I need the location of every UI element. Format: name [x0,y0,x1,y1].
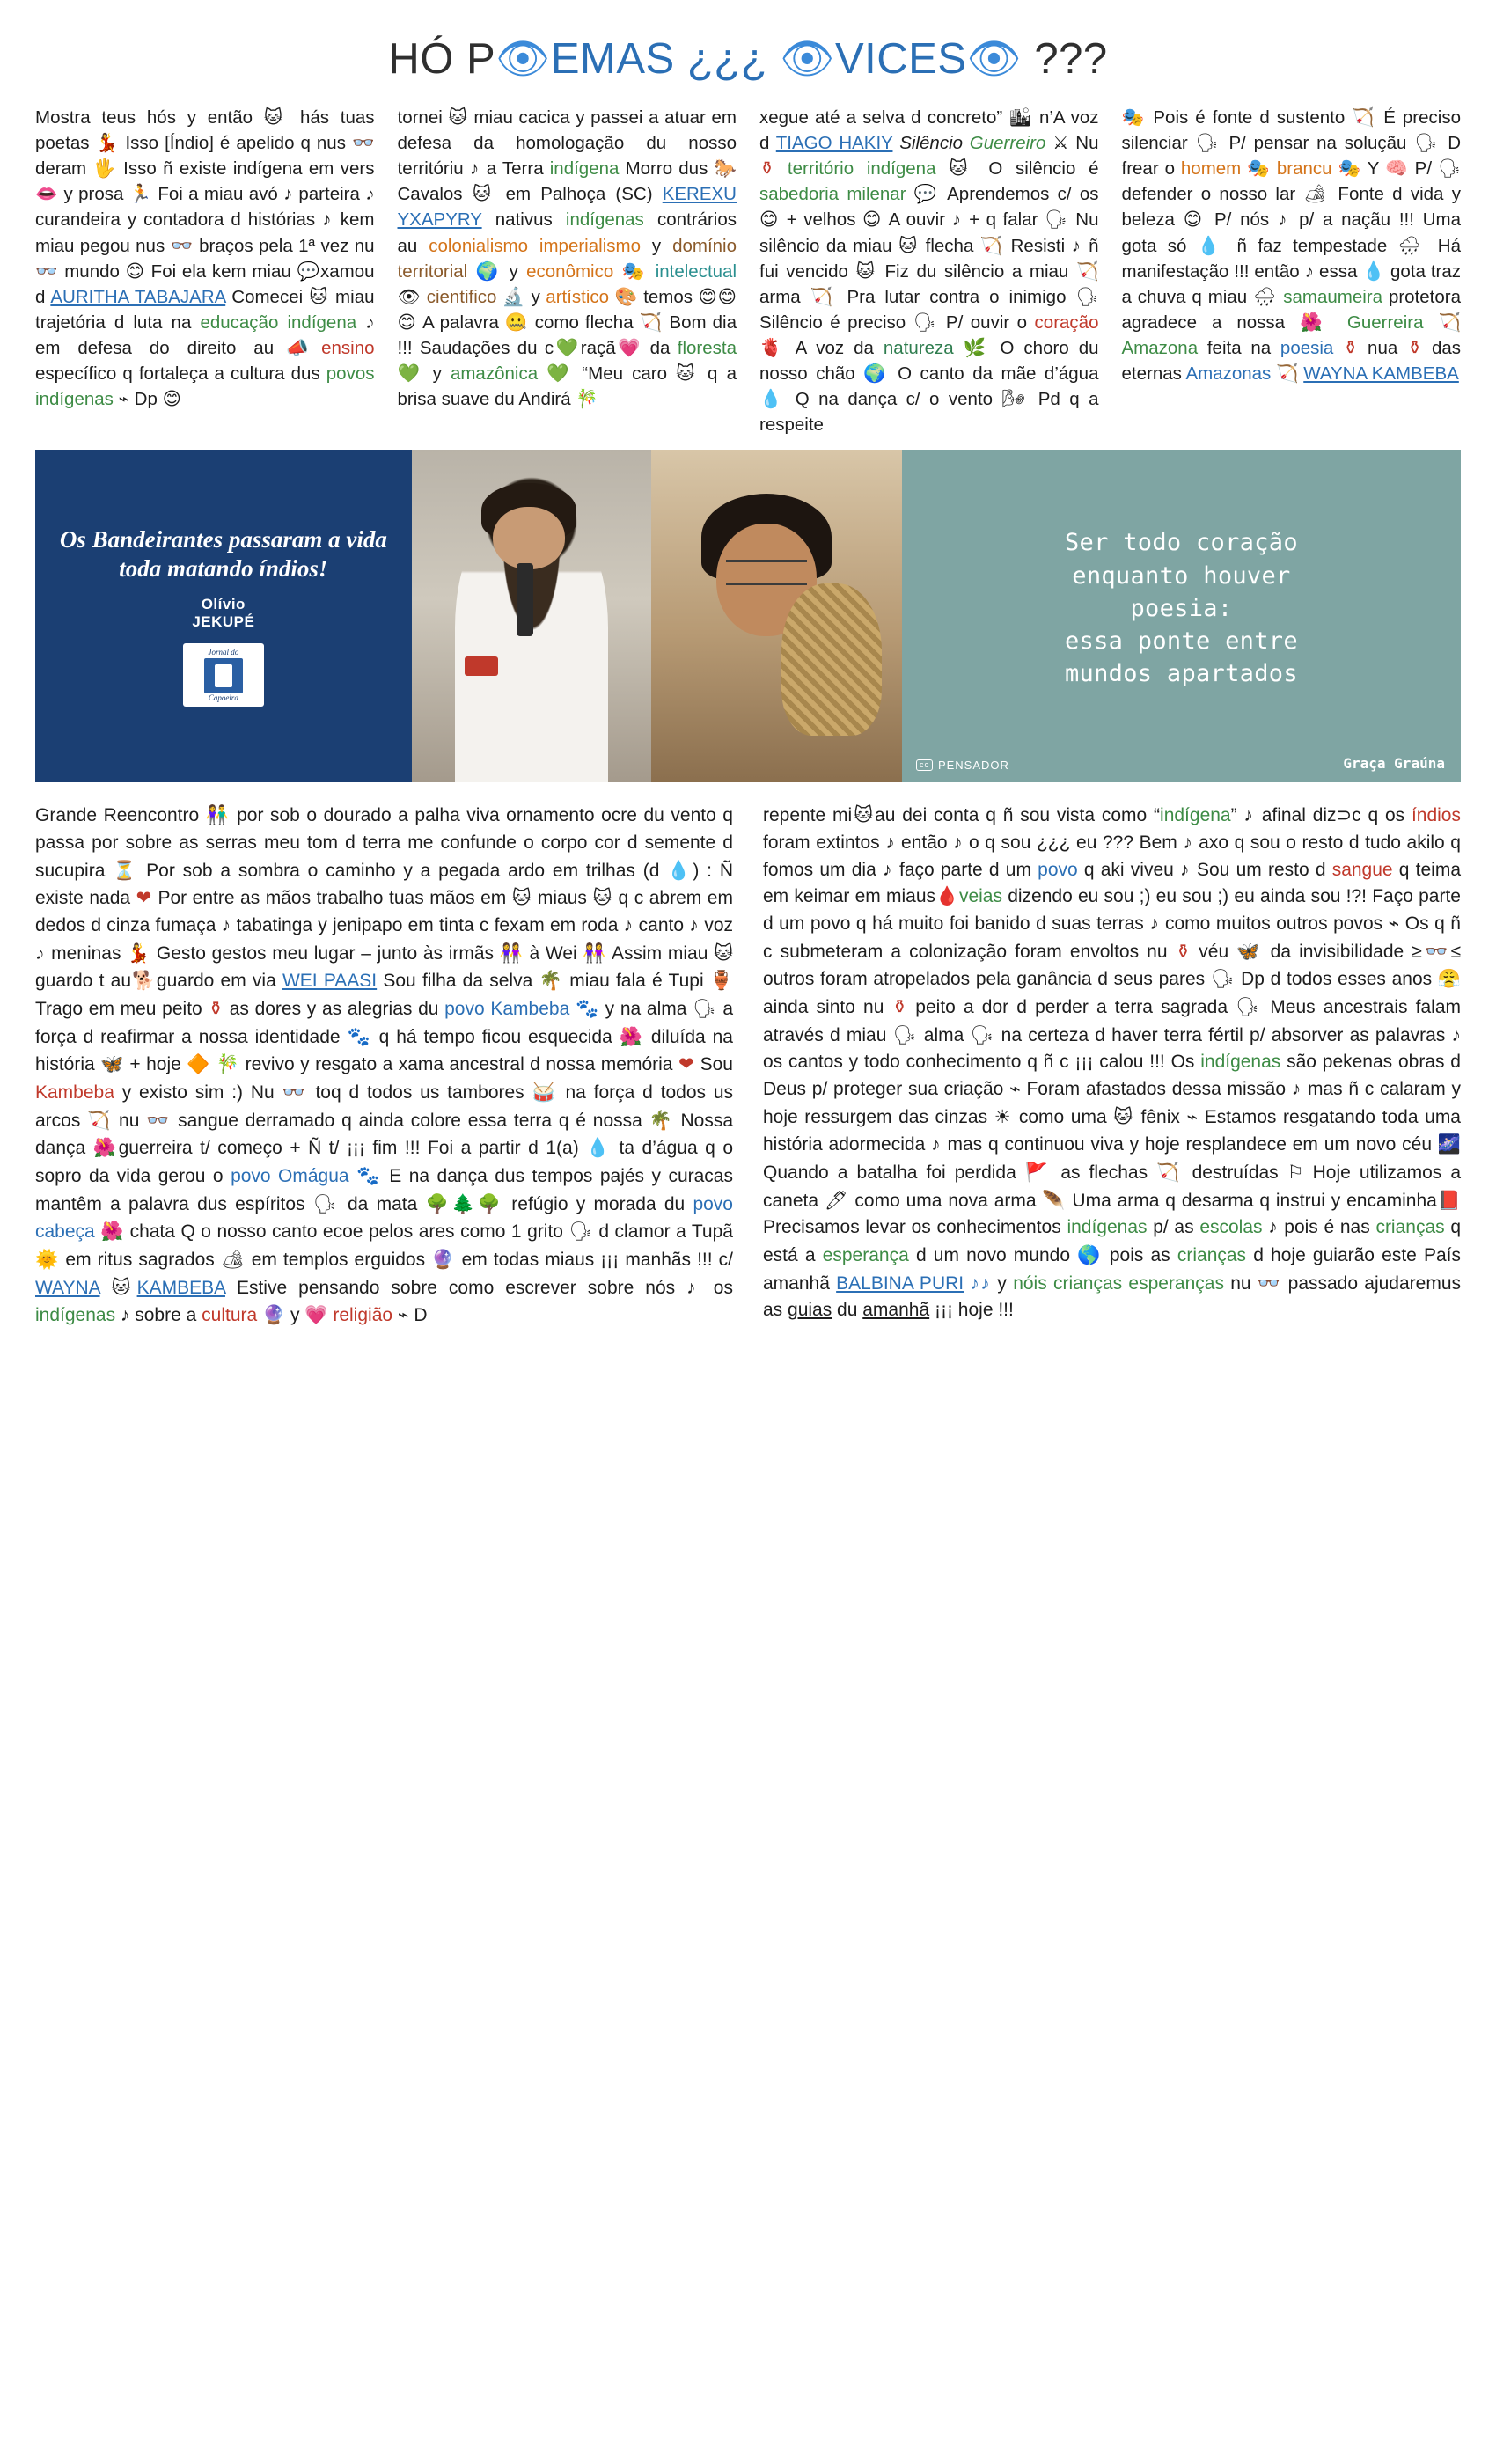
text-column-2 [398,105,737,412]
page-title [35,33,1461,84]
bottom-column-left [35,802,733,1329]
creative-commons-icon: cc [916,759,933,771]
brand-label: PENSADOR [937,759,1009,773]
bottom-column-right [763,802,1461,1324]
eyeglasses-icon [726,560,806,585]
title-part-2: EMAS ¿¿¿ [550,35,781,83]
quote-line-1: Ser todo coração [1065,529,1298,557]
column-2-paragraph: tornei 🐱 miau cacica y passei a atuar em defesa da homologação du nosso territóriu ♪ a Terra indígena Morro dus 🐎 Cavalos 🐱 em Palhoça (SC) KEREXU YXAPYRY nativus indígenas contrários au colonialismo imperialismo y domínio territorial 🌍 y econômico 🎭 intelectual 👁 cientifico 🔬 y artístico 🎨 temos 😊😊😊 A palavra 🤐 como flecha 🏹 Bom dia !!! Saudações du c💚raçã💗 da floresta💚 y amazônica 💚 “Meu caro 🐱 q a brisa suave du Andirá 🎋 [397,106,737,410]
book-cover-title: Os Bandeirantes passaram a vida toda matando índios! [59,526,387,583]
column-1-paragraph: Mostra teus hós y então 🐱 hás tuas poetas 💃 Isso [Índio] é apelido q nus 👓 deram 🖐 Isso ñ existe indígena em vers👄 y prosa 🏃 Foi a miau avó ♪ parteira ♪ curandeira y contadora d histórias ♪ kem miau pegou nus 👓 braços pela 1ª vez nu 👓 mundo 😊 Foi ela kem miau 💬xamou d AURITHA TABAJARA Comecei 🐱 miau trajetória d luta na educação indígena ♪ em defesa do direito au📣ensino específico q fortaleça a cultura dus povos indígenas ⌁ Dp 😊 [35,106,375,410]
book-author-last: JEKUPÉ [192,613,255,631]
logo-caption-2: Capoeira [208,693,238,703]
microphone-icon [517,563,533,636]
eye-icon-2: 👁 [780,35,835,83]
text-column-1 [35,105,375,412]
book-cover-author [192,596,254,631]
quote-card [902,450,1461,782]
photo-face [493,507,565,570]
publisher-logo [183,643,264,707]
bottom-left-paragraph: Grande Reencontro 👫 por sob o dourado a palha viva ornamento ocre du vento q passa por sobre as serras meu tom d terra me confunde o corpo cor d semente d sucupira ⏳ Por sob a sombra o caminho y a pegada ardo em trilhas (d 💧) : Ñ existe nada ❤ Por entre as mãos trabalho tuas mãos em 🐱 miaus 🐱 q c abrem em dedos d cinza fumaça ♪ tabatinga y jenipapo em tinta c fexam em roda ♪ canto ♪ voz ♪ meninas 💃 Gesto gestos meu lugar – junto às irmãs 👭 à Wei 👭 Assim miau 🐱 guardo t au🐕guardo em via WEI PAASI Sou filha da selva 🌴 miau fala é Tupi 🏺 Trago em meu peito ⚱ as dores y as alegrias du povo Kambeba 🐾 y na alma 🗣 a força d reafirmar a nossa identidade 🐾 q há tempo ficou esquecida 🌺 diluída na história 🦋 + hoje 🔶 🎋 revivo y resgato a xama ancestral d nossa memória ❤ Sou Kambeba y existo sim :) Nu 👓 toq d todos us tambores 🥁 na força d todos us arcos 🏹 nu 👓 sangue derramado q ainda colore essa terra q é nossa 🌴 Nossa dança 🌺guerreira t/ começo + Ñ t/ ¡¡¡ fim !!! Foi a partir d 1(a) 💧 ta d’água q o sopro da vida gerou o povo Omágua 🐾 E na dança dus tempos pajés y curacas mantêm a palavra dus espíritos 🗣 da mata 🌳🌲🌳 refúgio y morada du povo cabeça 🌺 chata Q o nosso canto ecoe pelos ares como 1 grito 🗣 d clamor a Tupã 🌞 em ritus sagrados 🏕 em templos erguidos 🔮 em todas miaus ¡¡¡ manhãs !!! c/ WAYNA 🐱KAMBEBA Estive pensando sobre como escrever sobre nós ♪ os indígenas ♪ sobre a cultura 🔮 y 💗 religião ⌁ D [35,804,734,1326]
eye-icon-1: 👁 [495,35,551,83]
book-cover-image [35,450,412,782]
photo-armband [465,656,498,677]
quote-line-4: essa ponte entre [1065,627,1298,656]
bottom-text-columns [35,802,1461,1329]
book-author-first: Olívio [201,596,246,613]
logo-mark-icon [204,658,243,693]
pensador-watermark [916,759,1009,772]
basket-object [781,583,882,737]
quote-author: Graça Graúna [1343,755,1445,773]
eye-icon-3: 👁 [966,35,1023,83]
quote-text [1065,526,1298,690]
photo-man-with-microphone [412,450,651,782]
quote-line-3: poesia: [1130,594,1233,622]
title-part-4: ??? [1022,35,1108,83]
column-4-paragraph: 🎭 Pois é fonte d sustento 🏹 É preciso silenciar 🗣 P/ pensar na soluçãu 🗣 D frear o homem 🎭 brancu 🎭 Y 🧠 P/ 🗣 defender o nosso lar 🏕 Fonte d vida y beleza 😊 P/ nós ♪ p/ a naçãu !!! Uma gota só 💧 ñ faz tempestade 🌧 Há manifestação !!! então ♪ essa 💧 gota traz a chuva q miau 🌧 samaumeira protetora agradece a nossa 🌺 Guerreira 🏹 Amazona feita na poesia ⚱ nua ⚱ das eternas Amazonas 🏹 WAYNA KAMBEBA [1121,106,1462,385]
image-strip [35,450,1461,782]
title-part-3: VICES [834,35,967,83]
text-column-4 [1122,105,1462,386]
text-column-3 [759,105,1099,437]
top-text-columns [35,105,1461,437]
column-3-paragraph: xegue até a selva d concreto” 🏙 n’A voz d TIAGO HAKIY Silêncio Guerreiro ⚔ Nu ⚱ território indígena 🐱 O silêncio é sabedoria milenar 💬 Aprendemos c/ os 😊 + velhos 😊 A ouvir ♪ + q falar 🗣 Nu silêncio da miau 🐱 flecha 🏹 Resisti ♪ ñ fui vencido 🐱 Fiz du silêncio a miau 🏹arma 🏹 Pra lutar contra o inimigo 🗣 Silêncio é preciso 🗣 P/ ouvir o coração 🫀 A voz da natureza 🌿 O choro du nosso chão 🌍 O canto da mãe d’água 💧 Q na dança c/ o vento 🌬 Pd q a respeite [759,106,1099,436]
photo-woman-with-basket [651,450,902,782]
logo-caption: Jornal do [208,648,239,657]
quote-line-5: mundos apartados [1065,660,1298,688]
bottom-right-paragraph: repente mi🐱au dei conta q ñ sou vista como “indígena” ♪ afinal diz⊃c q os índios foram extintos ♪ então ♪ o q sou ¿¿¿ eu ??? Bem ♪ axo q sou o resto d tudo akilo q fomos um dia ♪ faço parte d um povo q aki viveu ♪ Sou um resto d sangue q teima em keimar em miaus🩸veias dizendo eu sou ;) eu sou ;) eu ainda sou !?! Faço parte d um povo q há muito foi banido d suas terras ♪ como muitos outros povos ⌁ Os q ñ c submeteram a colonização foram envoltos nu ⚱ véu 🦋 da invisibilidade ≥👓≤ outros foram atropelados pela ganância d seus pares 🗣 Dp d todos esses anos 😤 ainda sinto nu ⚱ peito a dor d perder a terra sagrada 🗣 Meus ancestrais falam através d miau 🗣 alma 🗣 na certeza d haver terra fértil p/ absorver as palavras ♪ os cantos y todo conhecimento q ñ c ¡¡¡ calou !!! Os indígenas são pekenas obras d Deus p/ proteger sua criação ⌁ Foram afastados dessa missão ♪ mas ñ c calaram y hoje ressurgem das cinzas ☀ como uma 🐱 fênix ⌁ Estamos resgatando toda uma história adormecida ♪ mas q continuou viva y hoje resplandece em um novo céu 🌌 Quando a batalha foi perdida 🚩 as flechas 🏹 destruídas ⚐ Hoje utilizamos a caneta 🖊 como uma nova arma 🪶 Uma arma q desarma q instrui y encaminha📕Precisamos levar os conhecimentos indígenas p/ as escolas ♪ pois é nas crianças q está a esperança d um novo mundo 🌎 pois as crianças d hoje guiarão este País amanhã BALBINA PURI ♪♪ y nóis crianças esperanças nu 👓 passado ajudaremus as guias du amanhã ¡¡¡ hoje !!! [763,804,1462,1321]
quote-line-2: enquanto houver [1072,561,1291,590]
title-part-1: HÓ P [388,35,496,83]
